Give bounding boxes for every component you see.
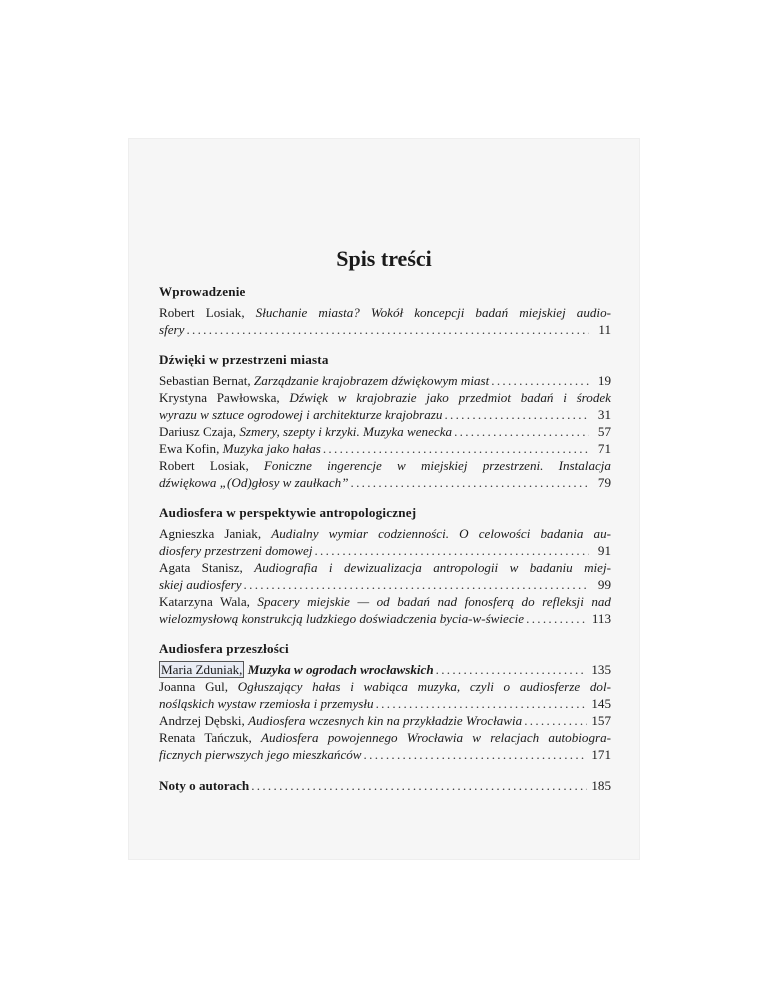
toc-entry: Andrzej Dębski, Audiosfera wczesnych kin na przykładzie Wrocławia ..... 157 bbox=[159, 712, 611, 729]
toc-section bbox=[159, 351, 611, 491]
toc-entry: Renata Tańczuk, Audiosfera powojennego Wrocławia w relacjach autobiogra- ficznych pierwszych jego mieszkańców ..... 171 bbox=[159, 729, 611, 763]
section-heading: Wprowadzenie bbox=[159, 284, 246, 299]
notes-entry bbox=[159, 777, 611, 794]
page-number: 31 bbox=[597, 407, 611, 422]
page-number: 79 bbox=[597, 475, 611, 490]
toc-entry: Agata Stanisz, Audiografia i dewizualizacja antropologii w badaniu miej- skiej audiosfery ..... 99 bbox=[159, 559, 611, 593]
toc-entry: Agnieszka Janiak, Audialny wymiar codzienności. O celowości badania au- diosfery przestrzeni domowej ..... 91 bbox=[159, 525, 611, 559]
highlighted-author: Maria Zduniak, bbox=[161, 662, 243, 677]
toc-section bbox=[159, 640, 611, 763]
page-number: 185 bbox=[591, 778, 611, 793]
toc-section bbox=[159, 504, 611, 627]
page-number: 19 bbox=[597, 373, 611, 388]
toc-entry: Katarzyna Wala, Spacery miejskie — od badań nad fonosferą do refleksji nad wielozmysłową konstrukcją ludzkiego doświadczenia bycia-w-świecie ..... 113 bbox=[159, 593, 611, 627]
page-number: 113 bbox=[591, 611, 611, 626]
page-number: 135 bbox=[591, 662, 611, 677]
toc-entry bbox=[159, 304, 611, 338]
toc-section bbox=[159, 283, 611, 338]
section-heading: Audiosfera przeszłości bbox=[159, 641, 289, 656]
page-number: 57 bbox=[597, 424, 611, 439]
section-heading: Audiosfera w perspektywie antropologicznej bbox=[159, 505, 417, 520]
section-heading: Dźwięki w przestrzeni miasta bbox=[159, 352, 329, 367]
page-number: 91 bbox=[597, 543, 611, 558]
notes-label: Noty o autorach bbox=[159, 778, 250, 793]
page-title: Spis treści bbox=[336, 246, 432, 271]
toc-entry: Dariusz Czaja, Szmery, szepty i krzyki. Muzyka wenecka ..... 57 bbox=[159, 423, 611, 440]
page-number: 11 bbox=[598, 322, 611, 337]
page-number: 171 bbox=[591, 747, 611, 762]
table-of-contents bbox=[159, 283, 611, 794]
toc-entry: Sebastian Bernat, Zarządzanie krajobrazem dźwiękowym miast ..... 19 bbox=[159, 372, 611, 389]
page-number: 99 bbox=[597, 577, 611, 592]
page-number: 71 bbox=[597, 441, 611, 456]
page-number: 145 bbox=[591, 696, 611, 711]
toc-entry: Ewa Kofin, Muzyka jako hałas ..... 71 bbox=[159, 440, 611, 457]
page-number: 157 bbox=[591, 713, 611, 728]
entry-last-line: sfery ..... 11 bbox=[159, 321, 611, 338]
toc-entry: Robert Losiak, Foniczne ingerencje w miejskiej przestrzeni. Instalacja dźwiękowa „(Od)głosy w zaułkach” ..... 79 bbox=[159, 457, 611, 491]
toc-entry: Krystyna Pawłowska, Dźwięk w krajobrazie jako przedmiot badań i środek wyrazu w sztuce ogrodowej i architekturze krajobrazu ..... 31 bbox=[159, 389, 611, 423]
toc-entry: Joanna Gul, Ogłuszający hałas i wabiąca muzyka, czyli o audiosferze dol- nośląskich wystaw rzemiosła i przemysłu ..... 145 bbox=[159, 678, 611, 712]
entry-first-line: Robert Losiak, Słuchanie miasta? Wokół koncepcji badań miejskiej audio- bbox=[159, 305, 611, 320]
toc-entry: Maria Zduniak, Muzyka w ogrodach wrocławskich ..... 135 bbox=[159, 661, 611, 678]
